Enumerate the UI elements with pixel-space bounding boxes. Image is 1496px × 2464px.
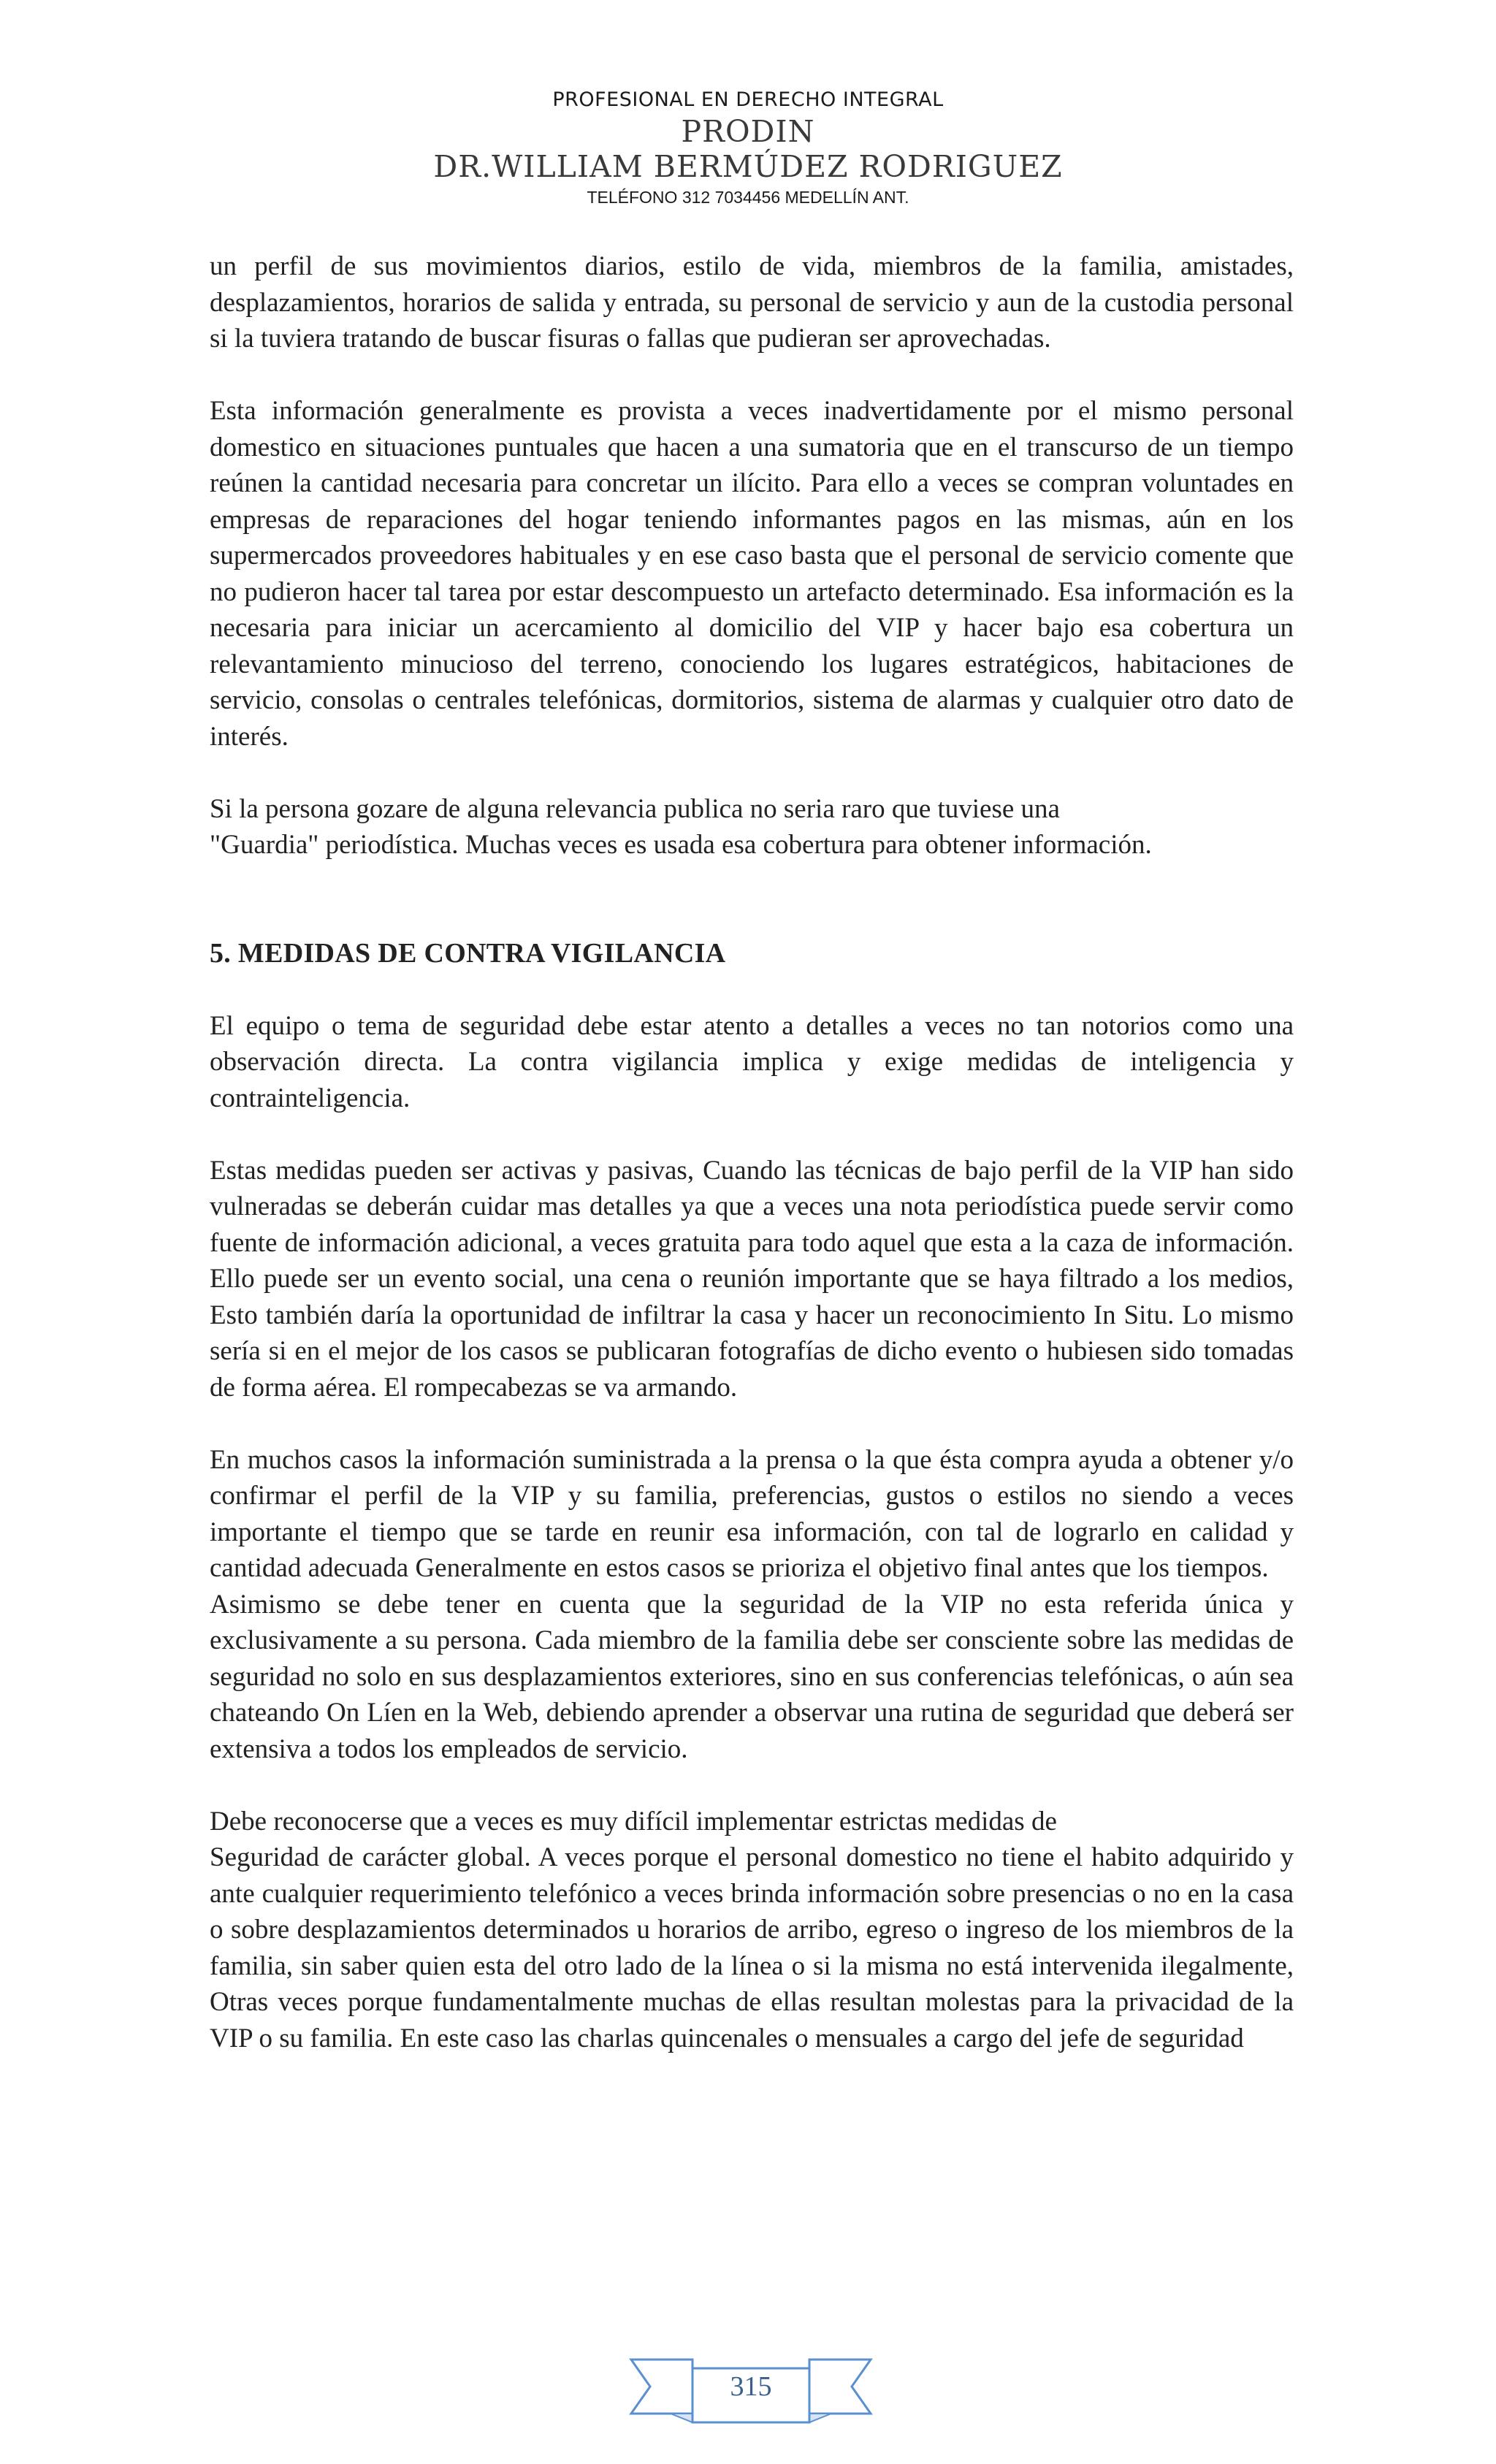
paragraph-4: El equipo o tema de seguridad debe estar atento a detalles a veces no tan notorios como una observación directa. La contra vigilancia implica y exige medidas de inteligencia y contrainteligencia. — [210, 1010, 1294, 1113]
page-number: 315 — [730, 2371, 772, 2402]
document-body — [210, 248, 1294, 2056]
header-contact-phone: TELÉFONO 312 7034456 MEDELLÍN ANT. — [587, 188, 909, 207]
paragraph-8-body: Seguridad de carácter global. A veces porque el personal domestico no tiene el habito adquirido y ante cualquier requerimiento telefónico a veces brinda información sobre presencias o no en la casa o sobre desplazamientos determinados u horarios de arribo, egreso o ingreso de los miembros de la familia, sin saber quien esta del otro lado de la línea o si la misma no está intervenida ilegalmente, Otras veces porque fundamentalmente muchas de ellas resultan molestas para la privacidad de la VIP o su familia. En este caso las charlas quincenales o mensuales a cargo del jefe de seguridad — [210, 1842, 1294, 2053]
page-header — [0, 86, 1496, 210]
paragraph-6: En muchos casos la información suministrada a la prensa o la que ésta compra ayuda a obtener y/o confirmar el perfil de la VIP y su familia, preferencias, gustos o estilos no siendo a veces importante el tiempo que se tarde en reunir esa información, con tal de lograrlo en calidad y cantidad adecuada Generalmente en estos casos se prioriza el objetivo final antes que los tiempos. — [210, 1444, 1294, 1583]
paragraph-5: Estas medidas pueden ser activas y pasivas, Cuando las técnicas de bajo perfil de la VIP han sido vulneradas se deberán cuidar mas detalles ya que a veces una nota periodística puede servir como fuente de información adicional, a veces gratuita para todo aquel que esta a la caza de información. Ello puede ser un evento social, una cena o reunión importante que se haya filtrado a los medios, Esto también daría la oportunidad de infiltrar la casa y hacer un reconocimiento In Situ. Lo mismo sería si en el mejor de los casos se publicaran fotografías de dicho evento o hubiesen sido tomadas de forma aérea. El rompecabezas se va armando. — [210, 1155, 1294, 1403]
page-number-ribbon — [627, 2346, 875, 2427]
paragraph-8-line-1: Debe reconocerse que a veces es muy difícil implementar estrictas medidas de — [210, 1806, 1057, 1836]
paragraph-2: Esta información generalmente es provista a veces inadvertidamente por el mismo personal domestico en situaciones puntuales que hacen a una sumatoria que en el transcurso de un tiempo reúnen la cantidad necesaria para concretar un ilícito. Para ello a veces se compran voluntades en empresas de reparaciones del hogar teniendo informantes pagos en las mismas, aún en los supermercados proveedores habituales y en ese caso basta que el personal de servicio comente que no pudieron hacer tal tarea por estar descompuesto un artefacto determinado. Esa información es la necesaria para iniciar un acercamiento al domicilio del VIP y hacer bajo esa cobertura un relevantamiento minucioso del terreno, conociendo los lugares estratégicos, habitaciones de servicio, consolas o centrales telefónicas, dormitorios, sistema de alarmas y cualquier otro dato de interés. — [210, 396, 1294, 752]
section-heading: 5. MEDIDAS DE CONTRA VIGILANCIA — [210, 937, 726, 969]
header-author-name: DR.WILLIAM BERMÚDEZ RODRIGUEZ — [433, 149, 1063, 184]
header-firm-acronym: PRODIN — [681, 114, 815, 149]
paragraph-3-line-2: "Guardia" periodística. Muchas veces es usada esa cobertura para obtener información. — [210, 830, 1152, 860]
paragraph-3-line-1: Si la persona gozare de alguna relevancia publica no seria raro que tuviese una — [210, 793, 1060, 824]
paragraph-7: Asimismo se debe tener en cuenta que la seguridad de la VIP no esta referida única y exclusivamente a su persona. Cada miembro de la familia debe ser consciente sobre las medidas de seguridad no solo en sus desplazamientos exteriores, sino en sus conferencias telefónicas, o aún sea chateando On Líen en la Web, debiendo aprender a observar una rutina de seguridad que deberá ser extensiva a todos los empleados de servicio. — [210, 1589, 1294, 1764]
header-firm-title: PROFESIONAL EN DERECHO INTEGRAL — [552, 88, 944, 111]
paragraph-1: un perfil de sus movimientos diarios, estilo de vida, miembros de la familia, amistades, desplazamientos, horarios de salida y entrada, su personal de servicio y aun de la custodia personal si la tuviera tratando de buscar fisuras o fallas que pudieran ser aprovechadas. — [210, 251, 1294, 354]
